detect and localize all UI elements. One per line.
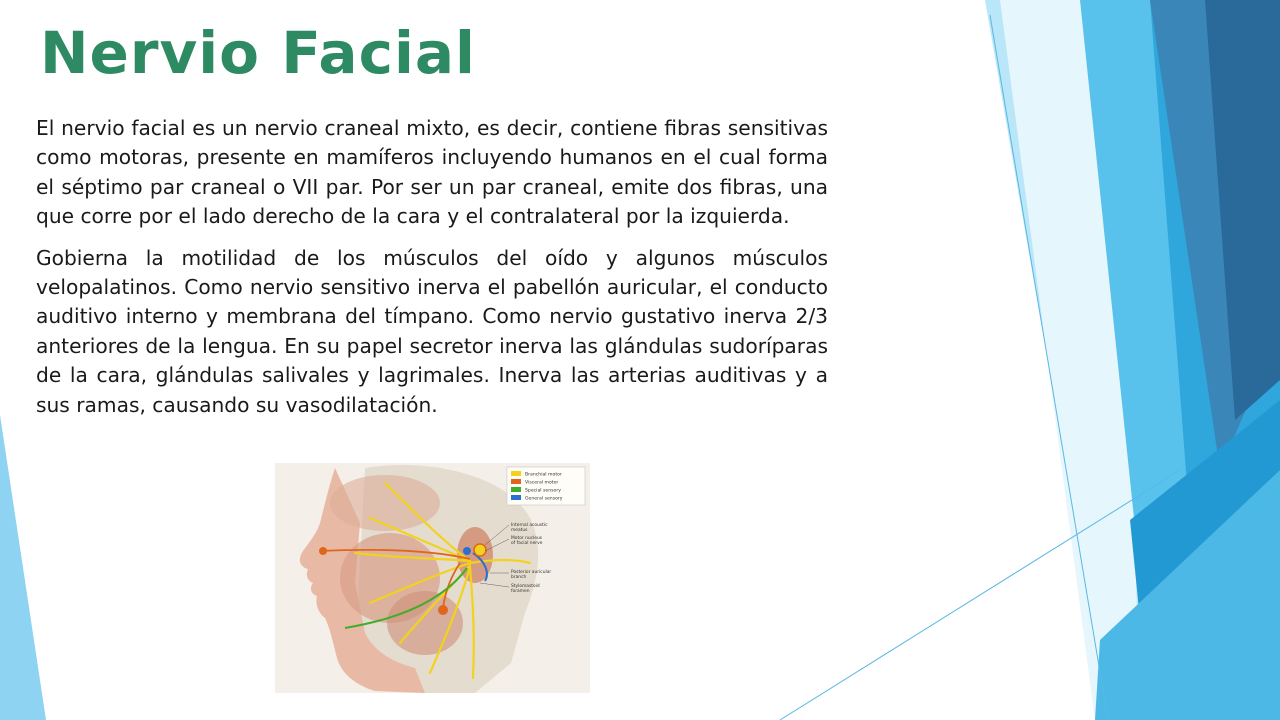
legend-label-visceral: Visceral motor [525,480,559,486]
label-nucleus-2: of facial nerve [511,541,543,546]
label-auricular-2: branch [511,575,527,580]
label-nucleus-1: Motor nucleus [511,536,543,541]
legend-swatch-visceral [511,479,521,484]
slide-body [36,114,828,432]
legend-label-general: General sensory [525,496,563,502]
geniculate-ganglion [463,547,471,555]
motor-nucleus [474,544,486,556]
legend-label-branchial: Branchial motor [525,472,562,478]
ganglion-1 [438,605,448,615]
legend-swatch-general [511,495,521,500]
label-foramen-2: foramen [511,589,530,594]
label-meatus-2: meatus [511,528,528,533]
ganglion-2 [319,547,327,555]
paragraph-functions: Gobierna la motilidad de los músculos del oído y algunos músculos velopalatinos. Como nervio sensitivo inerva el pabellón auricular, el conducto auditivo interno y membrana del tímpano. Como nervio gustativo inerva 2/3 anteriores de la lengua. En su papel secretor inerva las glándulas sudoríparas de la cara, glándulas salivales y lagrimales. Inerva las arterias auditivas y a sus ramas, causando su vasodilatación. [36,245,828,417]
slide-title: Nervio Facial [40,19,476,87]
legend-swatch-special [511,487,521,492]
legend-label-special: Special sensory [525,488,561,494]
label-auricular-1: Posterior auricular [511,570,552,575]
left-accent-shape [0,415,46,720]
facial-nerve-illustration [275,463,590,693]
label-foramen-1: Stylomastoid [511,584,540,589]
legend-swatch-branchial [511,471,521,476]
paragraph-intro: El nervio facial es un nervio craneal mixto, es decir, contiene fibras sensitivas como motoras, presente en mamíferos incluyendo humanos en el cual forma el séptimo par craneal o VII par. Por ser un par craneal, emite dos fibras, una que corre por el lado derecho de la cara y el contralateral por la izquierda. [36,116,828,229]
label-meatus-1: Internal acoustic [511,523,548,528]
figure-legend [507,467,585,505]
